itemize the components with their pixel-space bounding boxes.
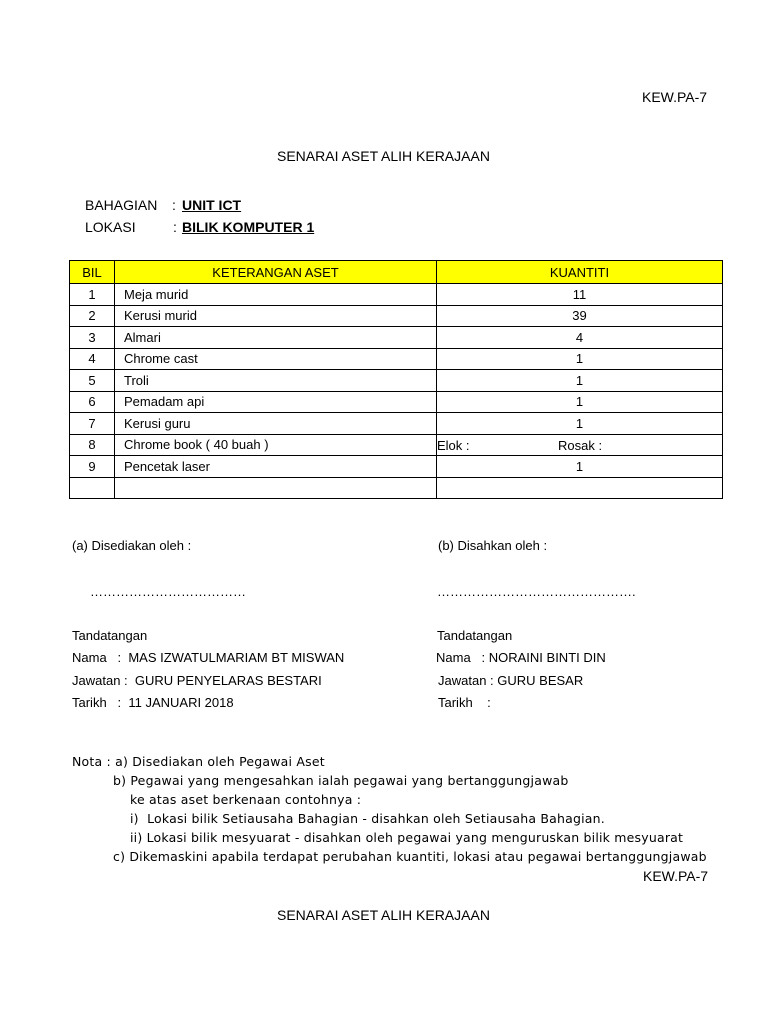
- qty-rosak-label: Rosak :: [558, 437, 603, 453]
- cell-item: Almari: [115, 327, 437, 349]
- cell-qty: 11: [437, 284, 723, 306]
- cell-item: Meja murid: [115, 284, 437, 306]
- cell-qty: [437, 477, 723, 499]
- table-row: [70, 305, 723, 327]
- table-row: [70, 413, 723, 435]
- prepared-by-signature-line: ………………………………: [90, 584, 246, 599]
- table-row: [70, 284, 723, 306]
- approved-by-signature-line: ……………………………………….: [437, 584, 636, 599]
- cell-bil: 8: [70, 434, 115, 456]
- cell-bil: 9: [70, 456, 115, 478]
- table-row: [70, 327, 723, 349]
- cell-item: Chrome cast: [115, 348, 437, 370]
- asset-table: [69, 260, 723, 499]
- page2-form-code: KEW.PA-7: [643, 868, 709, 884]
- nota-line-a: Nota : a) Disediakan oleh Pegawai Aset: [72, 754, 325, 769]
- cell-item: Pemadam api: [115, 391, 437, 413]
- bahagian-value: UNIT ICT: [182, 197, 242, 213]
- nota-line-b-ii: ii) Lokasi bilik mesyuarat - disahkan oleh pegawai yang menguruskan bilik mesyuarat: [130, 830, 684, 845]
- cell-bil: 1: [70, 284, 115, 306]
- cell-qty-split: [437, 434, 723, 456]
- table-header-row: [70, 261, 723, 284]
- approved-by-heading: (b) Disahkan oleh :: [438, 538, 548, 553]
- cell-item: Troli: [115, 370, 437, 392]
- cell-qty: 1: [437, 370, 723, 392]
- column-header-kuantiti: KUANTITI: [437, 261, 723, 284]
- table-row: [70, 370, 723, 392]
- cell-qty: 1: [437, 456, 723, 478]
- prepared-by-tandatangan: Tandatangan: [72, 628, 148, 643]
- column-header-bil: BIL: [70, 261, 115, 284]
- cell-bil: 4: [70, 348, 115, 370]
- cell-bil: 2: [70, 305, 115, 327]
- cell-qty: 4: [437, 327, 723, 349]
- approved-by-nama: Nama : NORAINI BINTI DIN: [436, 650, 606, 665]
- qty-elok-label: Elok :: [437, 437, 470, 453]
- cell-item: Pencetak laser: [115, 456, 437, 478]
- prepared-by-heading: (a) Disediakan oleh :: [72, 538, 192, 553]
- form-code: KEW.PA-7: [642, 89, 708, 105]
- nota-line-b-i: i) Lokasi bilik Setiausaha Bahagian - disahkan oleh Setiausaha Bahagian.: [130, 811, 605, 826]
- lokasi-label: LOKASI: [85, 219, 136, 235]
- approved-by-tarikh: Tarikh :: [438, 695, 491, 710]
- approved-by-jawatan: Jawatan : GURU BESAR: [438, 673, 584, 688]
- cell-item: [115, 477, 437, 499]
- cell-qty: 1: [437, 413, 723, 435]
- cell-bil: 3: [70, 327, 115, 349]
- cell-bil: [70, 477, 115, 499]
- cell-qty: 39: [437, 305, 723, 327]
- page2-title: SENARAI ASET ALIH KERAJAAN: [277, 907, 490, 923]
- nota-line-c: c) Dikemaskini apabila terdapat perubahan kuantiti, lokasi atau pegawai bertanggungjawab: [113, 849, 707, 864]
- prepared-by-jawatan: Jawatan : GURU PENYELARAS BESTARI: [72, 673, 322, 688]
- cell-item: Kerusi murid: [115, 305, 437, 327]
- table-row: [70, 456, 723, 478]
- cell-item: Kerusi guru: [115, 413, 437, 435]
- cell-bil: 7: [70, 413, 115, 435]
- nota-line-b: b) Pegawai yang mengesahkan ialah pegawai yang bertanggungjawab: [113, 773, 569, 788]
- cell-bil: 5: [70, 370, 115, 392]
- table-row: [70, 434, 723, 456]
- table-row-empty: [70, 477, 723, 499]
- table-row: [70, 348, 723, 370]
- page-title: SENARAI ASET ALIH KERAJAAN: [277, 148, 490, 164]
- cell-qty: 1: [437, 391, 723, 413]
- nota-line-b-cont: ke atas aset berkenaan contohnya :: [130, 792, 362, 807]
- bahagian-label: BAHAGIAN: [85, 197, 158, 213]
- table-row: [70, 391, 723, 413]
- bahagian-separator: :: [172, 197, 176, 213]
- lokasi-separator: :: [173, 219, 177, 235]
- prepared-by-tarikh: Tarikh : 11 JANUARI 2018: [72, 695, 234, 710]
- cell-bil: 6: [70, 391, 115, 413]
- cell-qty: 1: [437, 348, 723, 370]
- lokasi-value: BILIK KOMPUTER 1: [182, 219, 315, 235]
- approved-by-tandatangan: Tandatangan: [437, 628, 513, 643]
- column-header-keterangan: KETERANGAN ASET: [115, 261, 437, 284]
- cell-item: Chrome book ( 40 buah ): [115, 434, 437, 456]
- prepared-by-nama: Nama : MAS IZWATULMARIAM BT MISWAN: [72, 650, 345, 665]
